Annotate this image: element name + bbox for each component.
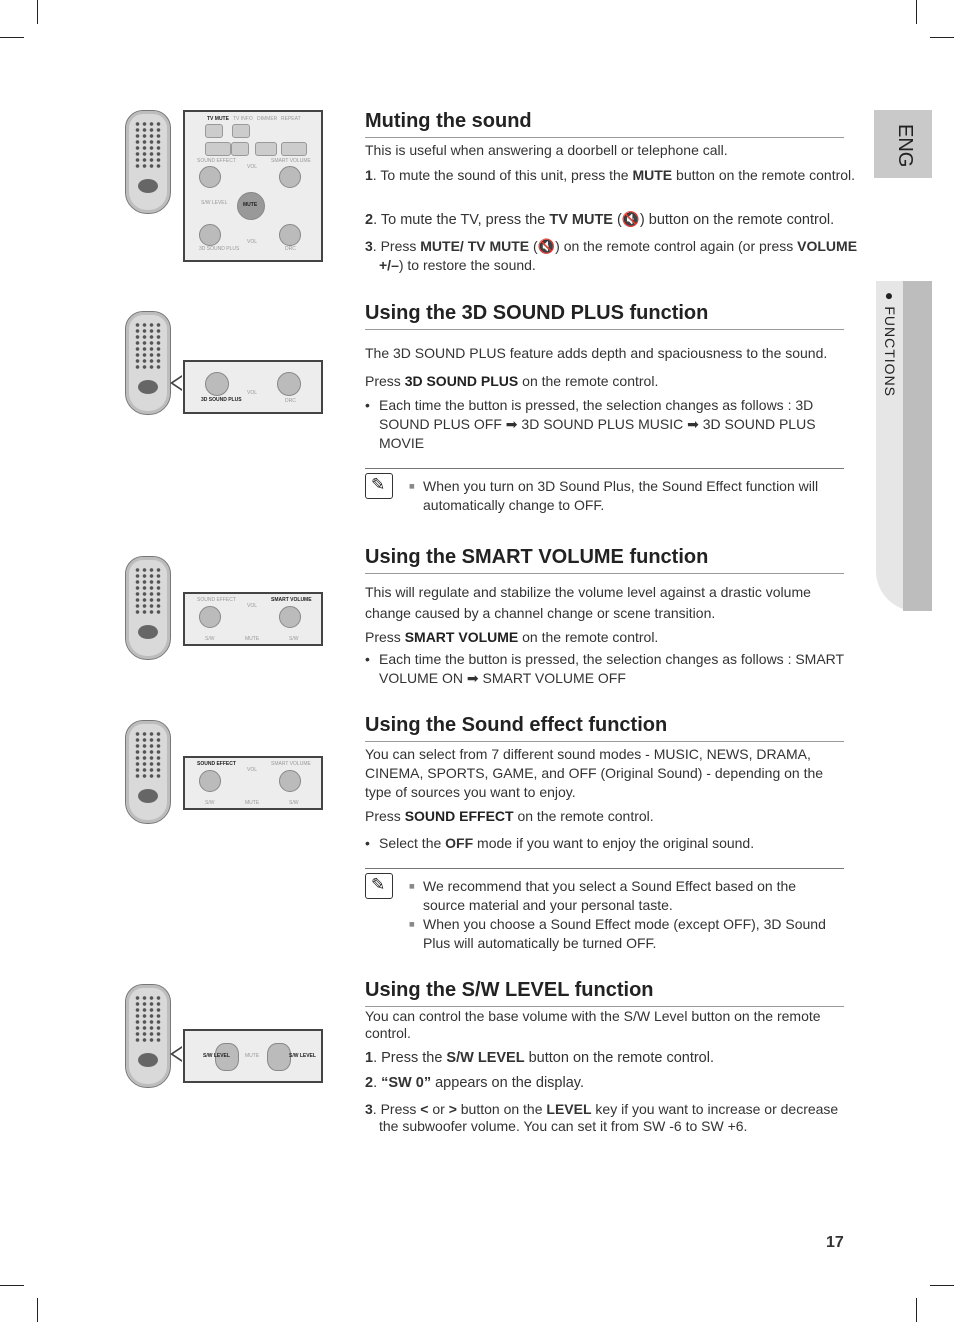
note-item: ■ When you turn on 3D Sound Plus, the Sound Effect function will automatically change to OFF. <box>409 477 833 515</box>
label-vol: VOL <box>247 767 258 773</box>
label-sw-level: S/W LEVEL <box>203 1053 230 1059</box>
callout-pointer <box>170 1046 182 1062</box>
heading-3d-sound-plus: Using the 3D SOUND PLUS function <box>365 302 844 330</box>
callout-pointer <box>170 375 182 391</box>
remote-control-illustration <box>125 556 171 660</box>
sw-level-step-1: 1. Press the S/W LEVEL button on the remote control. <box>365 1050 714 1066</box>
muting-step-2: 2. To mute the TV, press the TV MUTE (🔇) button on the remote control. <box>365 212 835 228</box>
label-vol-minus: VOL <box>247 239 258 245</box>
label-drc: DRC <box>285 398 296 404</box>
label-3d-sound-plus: 3D SOUND PLUS <box>199 246 240 252</box>
label-vol: VOL <box>247 390 258 396</box>
3d-sound-plus-press: Press 3D SOUND PLUS on the remote control. <box>365 373 659 389</box>
label-smart-volume: SMART VOLUME <box>271 597 312 603</box>
crop-mark <box>0 37 24 38</box>
crop-mark <box>0 1285 24 1286</box>
muting-intro: This is useful when answering a doorbell or telephone call. <box>365 142 728 158</box>
smart-volume-intro: This will regulate and stabilize the volume level against a drastic volume change caused by a channel change or scene transition. <box>365 584 811 621</box>
sw-level-step-2: 2. “SW 0” appears on the display. <box>365 1075 584 1091</box>
label-sw: S/W <box>205 800 215 806</box>
label-smart-volume: SMART VOLUME <box>271 761 311 767</box>
sw-level-intro: You can control the base volume with the S/W Level button on the remote control. <box>365 1008 821 1041</box>
label-sound-effect: SOUND EFFECT <box>197 761 236 767</box>
label-sound-effect: SOUND EFFECT <box>197 158 236 164</box>
crop-mark <box>930 1285 954 1286</box>
crop-mark <box>37 1298 38 1322</box>
label-mute: MUTE <box>245 1053 260 1059</box>
label-sw: S/W <box>205 636 215 642</box>
label-tv-info: TV INFO <box>233 116 253 122</box>
remote-zoom-mute <box>183 110 323 262</box>
note-icon <box>365 473 393 499</box>
label-mute: MUTE <box>245 800 260 806</box>
sw-level-step-3: 3. Press < or > button on the LEVEL key if you want to increase or decrease the subwoofer volume. You can set it from SW -6 to SW +6. <box>365 1101 839 1134</box>
heading-sw-level: Using the S/W LEVEL function <box>365 979 844 1007</box>
page-number: 17 <box>826 1234 844 1251</box>
3d-sound-plus-bullet: • Each time the button is pressed, the selection changes as follows : 3D SOUND PLUS OFF ➡ 3D SOUND PLUS MUSIC ➡ 3D SOUND PLUS MOVIE <box>365 396 849 453</box>
label-mute: MUTE <box>245 636 260 642</box>
label-sw: S/W <box>289 800 299 806</box>
heading-muting: Muting the sound <box>365 110 844 138</box>
heading-smart-volume: Using the SMART VOLUME function <box>365 546 844 574</box>
3d-sound-plus-intro: The 3D SOUND PLUS feature adds depth and spaciousness to the sound. <box>365 345 828 361</box>
label-tv-mute: TV MUTE <box>207 116 229 122</box>
remote-zoom-sw-level <box>183 1029 323 1083</box>
sound-effect-press: Press SOUND EFFECT on the remote control. <box>365 808 654 824</box>
crop-mark <box>916 0 917 24</box>
heading-sound-effect: Using the Sound effect function <box>365 714 844 742</box>
label-sw-level: S/W LEVEL <box>289 1053 316 1059</box>
crop-mark <box>37 0 38 24</box>
language-tab-label: ENG <box>894 124 916 168</box>
note-3d-sound-plus <box>365 468 844 517</box>
crop-mark <box>930 37 954 38</box>
section-tab-text: FUNCTIONS <box>882 306 898 398</box>
label-3d-sound-plus: 3D SOUND PLUS <box>201 397 242 403</box>
remote-control-illustration <box>125 984 171 1088</box>
muting-step-1: 1. To mute the sound of this unit, press the MUTE button on the remote control. <box>365 167 856 183</box>
remote-zoom-smart-volume <box>183 592 323 646</box>
label-vol: VOL <box>247 164 258 170</box>
section-tab-label: ● FUNCTIONS <box>882 292 898 398</box>
note-sound-effect <box>365 868 844 957</box>
muting-step-3: 3. Press MUTE/ TV MUTE (🔇) on the remote control again (or press VOLUME +/–) to restore the sound. <box>365 238 858 273</box>
remote-zoom-sound-effect <box>183 756 323 810</box>
label-mute: MUTE <box>243 202 258 208</box>
label-drc: DRC <box>285 246 296 252</box>
smart-volume-press: Press SMART VOLUME on the remote control. <box>365 629 659 645</box>
smart-volume-bullet: • Each time the button is pressed, the selection changes as follows : SMART VOLUME ON ➡ SMART VOLUME OFF <box>365 650 849 688</box>
label-vol: VOL <box>247 603 258 609</box>
sound-effect-intro: You can select from 7 different sound modes - MUSIC, NEWS, DRAMA, CINEMA, SPORTS, GAME, and OFF (Original Sound) - depending on the type of sources you want to enjoy. <box>365 746 824 800</box>
note-icon <box>365 873 393 899</box>
label-repeat: REPEAT <box>281 116 301 122</box>
section-tab-strip <box>903 281 932 611</box>
note-item: ■ When you choose a Sound Effect mode (except OFF), 3D Sound Plus will automatically be turned OFF. <box>409 915 833 953</box>
sound-effect-bullet: • Select the OFF mode if you want to enjoy the original sound. <box>365 834 849 853</box>
note-item: ■ We recommend that you select a Sound Effect based on the source material and your personal taste. <box>409 877 833 915</box>
label-dimmer: DIMMER <box>257 116 278 122</box>
crop-mark <box>916 1298 917 1322</box>
label-sw: S/W <box>289 636 299 642</box>
label-sw-level: S/W LEVEL <box>201 200 228 206</box>
language-tab <box>874 110 932 178</box>
label-sound-effect: SOUND EFFECT <box>197 597 236 603</box>
remote-control-illustration <box>125 110 171 214</box>
remote-zoom-3d-sound-plus <box>183 360 323 414</box>
label-smart-volume: SMART VOLUME <box>271 158 311 164</box>
remote-control-illustration <box>125 720 171 824</box>
remote-control-illustration <box>125 311 171 415</box>
